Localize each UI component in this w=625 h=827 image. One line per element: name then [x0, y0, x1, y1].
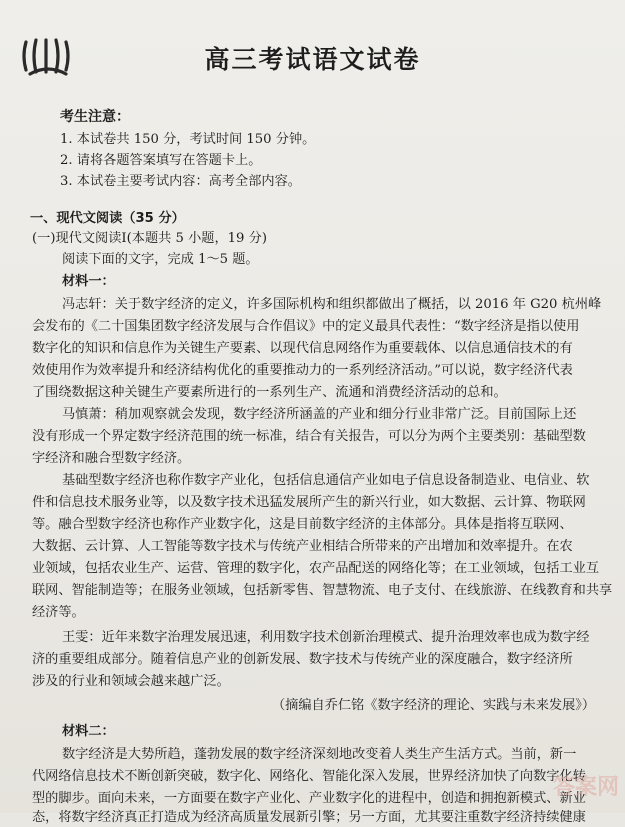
notice-title: 考生注意：: [60, 109, 130, 125]
paragraph-line: 型的脚步。面向未来，一方面要在数字产业化、产业数字化的进程中，创造和拥抱新模式、新业: [32, 791, 586, 806]
paragraph-line: 冯志轩：关于数字经济的定义，许多国际机构和组织都做出了概括，以 2016 年 G20 杭州峰: [62, 297, 602, 312]
paragraph-line: 件和信息技术服务业等，以及数字技术迅猛发展所产生的新兴行业，如大数据、云计算、物联网: [32, 495, 586, 510]
paragraph-line: 态，将数字经济真正打造成为经济高质量发展新引擎；另一方面，尤其要注重数字经济持续健康: [32, 810, 586, 825]
paragraph-line: 字经济和融合型数字经济。: [32, 451, 191, 466]
paragraph-line: 王雯：近年来数字治理发展迅速，利用数字技术创新治理模式、提升治理效率也成为数字经: [62, 630, 590, 645]
paragraph-line: 联网、智能制造等；在服务业领域，包括新零售、智慧物流、电子支付、在线旅游、在线教育和共享: [32, 583, 613, 598]
paragraph-line: 等。融合型数字经济也称作产业数字化，这是目前数字经济的主体部分。具体是指将互联网、: [32, 517, 573, 532]
paragraph-line: 了围绕数据这种关键生产要素所进行的一系列生产、流通和消费经济活动的总和。: [32, 385, 507, 400]
paragraph-line: 基础型数字经济也称作数字产业化，包括信息通信产业如电子信息设备制造业、电信业、软: [62, 473, 590, 488]
paragraph-line: 济的重要组成部分。随着信息产业的创新发展、数字技术与传统产业的深度融合，数字经济所: [32, 652, 573, 667]
notice-item-3: 3. 本试卷主要考试内容：高考全部内容。: [60, 174, 301, 189]
paragraph-line: 没有形成一个界定数字经济范围的统一标准，结合有关报告，可以分为两个主要类别：基础型数: [32, 429, 586, 444]
paragraph-line: 会发布的《二十国集团数字经济发展与合作倡议》中的定义最具代表性：“数字经济是指以使用: [32, 319, 580, 334]
paragraph-line: 马慎萧：稍加观察就会发现，数字经济所涵盖的产业和细分行业非常广泛。目前国际上还: [62, 407, 577, 422]
paragraph-line: 经济等。: [32, 605, 85, 620]
paragraph-line: 数字化的知识和信息作为关键生产要素、以现代信息网络作为重要载体、以信息通信技术的有: [32, 341, 573, 356]
notice-item-2: 2. 请将各题答案填写在答题卡上。: [60, 153, 262, 168]
paragraph-line: 大数据、云计算、人工智能等数字技术与传统产业相结合所带来的产出增加和效率提升。在农: [32, 539, 573, 554]
paragraph-line: 效使用作为效率提升和经济结构优化的重要推动力的一系列经济活动。”可以说，数字经济代表: [32, 363, 573, 378]
paragraph-line: 数字经济是大势所趋，蓬勃发展的数字经济深刻地改变着人类生产生活方式。当前，新一: [62, 747, 577, 762]
page-title: 高三考试语文试卷: [204, 45, 421, 74]
paragraph-line: 涉及的行业和领域会越来越广泛。: [32, 674, 230, 689]
paragraph-line: 代网络信息技术不断创新突破，数字化、网络化、智能化深入发展，世界经济加快了向数字化转: [32, 769, 586, 784]
section-heading: 一、现代文阅读（35 分）: [30, 211, 185, 226]
paragraph-line: 业领域，包括农业生产、运营、管理的数字化，农产品配送的网络化等；在工业领域，包括工业互: [32, 561, 600, 576]
material1-label: 材料一：: [62, 274, 115, 289]
material1-source: （摘编自乔仁铭《数字经济的理论、实践与未来发展》）: [272, 698, 596, 713]
notice-item-1: 1. 本试卷共 150 分，考试时间 150 分钟。: [60, 132, 316, 147]
material2-label: 材料二：: [62, 724, 115, 739]
section-instruction: 阅读下面的文字，完成 1～5 题。: [62, 252, 259, 267]
watermark-text: 答案网: [552, 775, 619, 800]
section-subheading: (一)现代文阅读Ⅰ(本题共 5 小题，19 分): [32, 231, 267, 246]
